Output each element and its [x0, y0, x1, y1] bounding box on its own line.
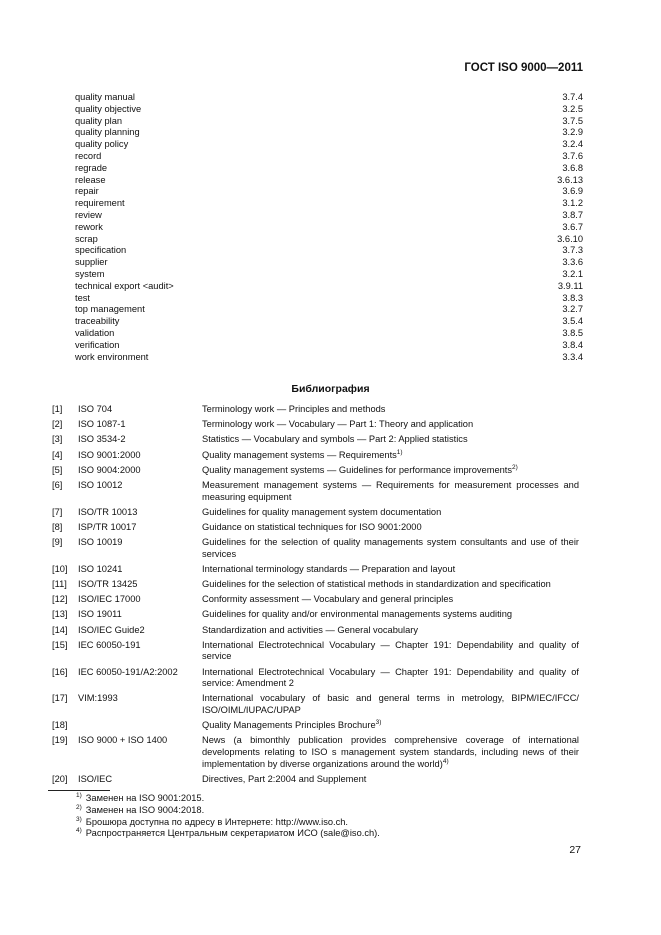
index-ref: 3.8.5	[562, 327, 583, 338]
entry-title: Guidance on statistical techniques for ISO 9001:2000	[202, 521, 422, 532]
entry-title: News (a bimonthly publication provides comprehensive coverage of international developments relating to ISO s management system standards, including news of their implementation by diverse organizations around the world)$^{4)}$	[202, 735, 579, 769]
entry-title: Standardization and activities — General vocabulary	[202, 624, 419, 635]
page-number: 27	[569, 844, 581, 856]
index-ref: 3.3.6	[562, 257, 583, 268]
entry-title: Quality management systems — Guidelines for performance improvements$^{2)}$	[202, 463, 518, 475]
index-term: scrap	[75, 233, 98, 244]
index-ref: 3.1.2	[562, 198, 583, 209]
index-row	[75, 222, 583, 234]
index-ref: 3.7.3	[562, 245, 583, 256]
index-ref: 3.8.3	[562, 292, 583, 303]
bibliography-entry	[52, 667, 579, 690]
entry-number: [15]	[52, 639, 68, 650]
entry-code: ISO/IEC 17000	[78, 594, 141, 605]
entry-code: ISO 704	[78, 404, 113, 414]
entry-number: [11]	[52, 579, 67, 590]
bibliography-entry	[52, 609, 579, 621]
entry-number: [3]	[52, 434, 63, 445]
entry-number: [10]	[52, 563, 68, 574]
entry-number: [6]	[52, 479, 63, 490]
entry-title: Guidelines for the selection of quality managements system consultants and use of their services	[202, 537, 579, 559]
index-ref: 3.8.7	[562, 209, 583, 220]
bibliography-entry	[52, 640, 579, 663]
bibliography-entry	[52, 564, 579, 576]
index-row	[75, 257, 583, 269]
entry-number: [13]	[52, 609, 68, 620]
index-term: requirement	[75, 198, 125, 209]
index-row	[75, 92, 583, 104]
bibliography-entry	[52, 625, 579, 637]
bibliography-entry	[52, 434, 579, 446]
index-row	[75, 234, 583, 246]
index-term: verification	[75, 339, 120, 350]
footnote-ref: 2)	[512, 463, 518, 471]
bibliography-entry	[52, 774, 579, 786]
entry-code: IEC 60050-191/A2:2002	[78, 666, 178, 677]
index-row	[75, 304, 583, 316]
bibliography-entry	[52, 465, 579, 477]
entry-number: [5]	[52, 464, 63, 475]
entry-number: [14]	[52, 624, 68, 635]
entry-title: International vocabulary of basic and general terms in metrology, BIPM/IEC/IFCC/ ISO/OIML/IUPAC/UPAP	[202, 693, 579, 715]
footnote-ref: 3)	[375, 719, 382, 727]
index-term: test	[75, 292, 90, 303]
entry-number: [16]	[52, 666, 68, 677]
entry-code: ISO/IEC	[78, 773, 113, 784]
index-row	[75, 245, 583, 257]
index-row	[75, 186, 583, 198]
bibliography-entry	[52, 507, 579, 519]
entry-title: International Electrotechnical Vocabulary — Chapter 191: Dependability and quality of service	[202, 639, 579, 662]
entry-number: [17]	[52, 693, 68, 704]
bibliography-entry	[52, 480, 579, 503]
index-ref: 3.7.4	[562, 92, 583, 102]
index-row	[75, 104, 583, 116]
bibliography-entry	[52, 735, 579, 770]
index-ref: 3.5.4	[562, 316, 583, 327]
entry-number: [4]	[52, 449, 63, 460]
footnote-mark: 1)	[76, 791, 82, 799]
index-row	[75, 127, 583, 139]
index-row	[75, 139, 583, 151]
index-row	[75, 328, 583, 340]
index-ref: 3.6.10	[557, 233, 583, 244]
entry-code: ISO 9001:2000	[78, 449, 141, 460]
index-term: specification	[75, 245, 127, 256]
footnote-text: Заменен на ISO 9004:2018.	[85, 804, 205, 815]
footnote-ref: 4)	[442, 757, 449, 765]
index-term: quality manual	[75, 92, 135, 102]
index-term: technical export <audit>	[75, 280, 174, 291]
index-row	[75, 210, 583, 222]
entry-code: ISO/TR 13425	[78, 579, 138, 590]
index-row	[75, 175, 583, 187]
index-term: top management	[75, 304, 145, 315]
index-ref: 3.7.6	[562, 150, 583, 161]
footnotes	[76, 793, 380, 840]
bibliography-entry	[52, 419, 579, 431]
footnote-text: Распространяется Центральным секретариатом ИСО (sale@iso.ch).	[85, 828, 380, 839]
entry-number: [19]	[52, 735, 68, 746]
index-term: system	[75, 268, 105, 279]
footnote	[76, 793, 380, 805]
index-row	[75, 151, 583, 163]
index-ref: 3.9.11	[557, 280, 583, 291]
footnote-text: Заменен на ISO 9001:2015.	[85, 793, 205, 803]
footnote-ref: 1)	[396, 448, 403, 456]
footnote	[76, 817, 380, 829]
index-row	[75, 316, 583, 328]
index-row	[75, 198, 583, 210]
entry-code	[78, 720, 202, 732]
footnote-mark: 4)	[76, 827, 82, 835]
entry-number: [9]	[52, 537, 63, 548]
entry-code: ISO/TR 10013	[78, 506, 138, 517]
index-ref: 3.2.4	[562, 139, 583, 150]
entry-title: Guidelines for quality management system documentation	[202, 506, 442, 517]
index-row	[75, 269, 583, 281]
bibliography-entry	[52, 693, 579, 716]
index-row	[75, 340, 583, 352]
entry-number: [12]	[52, 594, 68, 605]
index-term: quality plan	[75, 115, 123, 126]
index-ref: 3.3.4	[562, 351, 583, 362]
index-ref: 3.2.7	[562, 304, 583, 315]
entry-title: Measurement management systems — Requirements for measurement processes and measuring equipment	[202, 479, 579, 502]
entry-code: ISP/TR 10017	[78, 521, 137, 532]
index-term: work environment	[75, 351, 149, 362]
index-ref: 3.2.5	[562, 103, 583, 114]
index-ref: 3.6.7	[562, 221, 583, 232]
entry-number: [2]	[52, 419, 63, 430]
bibliography-entry	[52, 537, 579, 560]
entry-title: Statistics — Vocabulary and symbols — Part 2: Applied statistics	[202, 434, 468, 445]
entry-code: ISO 19011	[78, 609, 122, 620]
entry-title: International Electrotechnical Vocabulary — Chapter 191: Dependability and quality of service: Amendment 2	[202, 666, 579, 689]
index-term: record	[75, 150, 102, 161]
footnote-separator	[48, 790, 110, 791]
index-ref: 3.6.8	[562, 162, 583, 173]
bibliography-entry	[52, 450, 579, 462]
index-ref: 3.6.9	[562, 186, 583, 197]
index-term: rework	[75, 221, 103, 232]
index-row	[75, 293, 583, 305]
entry-title: Guidelines for the selection of statistical methods in standardization and specification	[202, 579, 551, 590]
bibliography-heading: Библиография	[291, 383, 370, 395]
entry-code: ISO 1087-1	[78, 419, 126, 430]
bibliography-entry	[52, 522, 579, 534]
index-term: quality planning	[75, 127, 140, 138]
entry-number: [20]	[52, 773, 68, 784]
bibliography-entry	[52, 720, 579, 732]
index-row	[75, 352, 583, 364]
term-index	[75, 92, 583, 363]
index-term: regrade	[75, 162, 108, 173]
index-term: review	[75, 209, 102, 220]
entry-title: Quality management systems — Requirements$^{1)}$	[202, 448, 403, 460]
entry-title: Conformity assessment — Vocabulary and general principles	[202, 594, 454, 605]
index-term: supplier	[75, 257, 108, 268]
bibliography-entry	[52, 404, 579, 416]
entry-code: ISO 3534-2	[78, 434, 126, 445]
index-ref: 3.6.13	[557, 174, 583, 185]
entry-code: ISO 10019	[78, 537, 123, 548]
entry-code: VIM:1993	[78, 693, 118, 704]
entry-number: [1]	[52, 404, 63, 414]
index-term: traceability	[75, 316, 120, 327]
footnote-mark: 2)	[76, 803, 82, 811]
bibliography-list	[52, 404, 579, 789]
entry-code: ISO/IEC Guide2	[78, 624, 145, 635]
entry-number: [8]	[52, 521, 63, 532]
document-header: ГОСТ ISO 9000—2011	[464, 62, 583, 74]
entry-title: Guidelines for quality and/or environmental managements systems auditing	[202, 609, 513, 620]
footnote	[76, 805, 380, 817]
entry-code: ISO 9004:2000	[78, 464, 141, 475]
entry-title: Directives, Part 2:2004 and Supplement	[202, 773, 367, 784]
entry-code: ISO 10012	[78, 479, 123, 490]
index-term: validation	[75, 327, 115, 338]
index-ref: 3.7.5	[562, 115, 583, 126]
entry-number: [7]	[52, 506, 63, 517]
bibliography-entry	[52, 594, 579, 606]
index-term: quality objective	[75, 103, 142, 114]
entry-number: [18]	[52, 720, 68, 731]
index-ref: 3.2.1	[562, 268, 583, 279]
entry-code: ISO 10241	[78, 563, 123, 574]
footnote	[76, 828, 380, 840]
entry-title: Terminology work — Principles and methods	[202, 404, 386, 414]
entry-title: International terminology standards — Preparation and layout	[202, 563, 456, 574]
entry-code: ISO 9000 + ISO 1400	[78, 735, 168, 746]
bibliography-entry	[52, 579, 579, 591]
entry-code: IEC 60050-191	[78, 639, 141, 650]
footnote-text: Брошюра доступна по адресу в Интернете: http://www.iso.ch.	[85, 816, 349, 827]
index-row	[75, 163, 583, 175]
entry-title: Terminology work — Vocabulary — Part 1: Theory and application	[202, 419, 474, 430]
index-ref: 3.8.4	[562, 339, 583, 350]
index-term: quality policy	[75, 139, 129, 150]
index-ref: 3.2.9	[562, 127, 583, 138]
index-term: repair	[75, 186, 99, 197]
index-row	[75, 281, 583, 293]
entry-title: Quality Managements Principles Brochure$^{3)}$	[202, 719, 382, 731]
footnote-mark: 3)	[76, 815, 82, 823]
index-term: release	[75, 174, 106, 185]
index-row	[75, 116, 583, 128]
